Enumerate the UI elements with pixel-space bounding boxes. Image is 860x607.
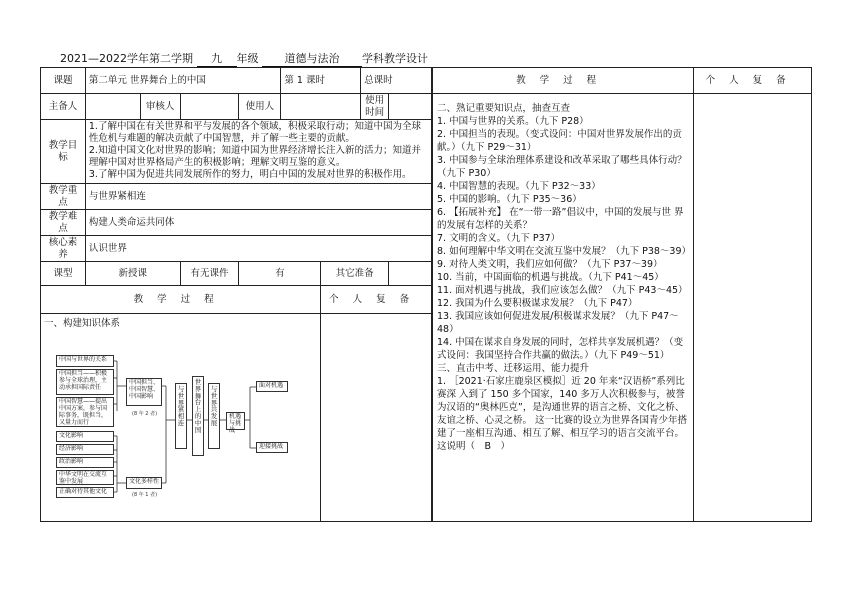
rline: 二、熟记重要知识点，抽查互查	[437, 103, 571, 114]
rline: 7. 文明的含义。（九下 P37）	[437, 233, 561, 244]
goal-1: 1.了解中国在有关世界和平与发展的各个领域，积极采取行动；知道中国为全球性危机与难题的解决贡献了中国智慧，并了解一些主要的贡献。	[88, 121, 421, 144]
map-note: (8 年 2 者)	[132, 411, 158, 417]
map-node: 中国与世界的关系	[56, 355, 114, 367]
map-vnode: 与世界紧相连	[175, 383, 187, 449]
type-value: 新授课	[85, 262, 180, 286]
map-node: 面对机遇	[256, 381, 288, 392]
header-subject: 道德与法治	[262, 50, 362, 67]
rline: 11. 面对机遇与挑战，我们应该怎么做？（九下 P43～45）	[437, 285, 688, 296]
rline: 1. ［2021·石家庄鹿泉区模拟］近 20 年来“汉语桥”系列比赛深 入到了 150 多个国家，140 多万人次积极参与，被誉为汉语的“奥林匹克”，是沟通世界的语言之桥、文化之桥、友谊之桥、心灵之桥。 这一比赛的设立为世界各国青少年搭建了一座相互沟通、相互了解、相互学习的语言交流平台。 这说明（ B ）	[437, 376, 688, 452]
header-title-suffix: 学科教学设计	[362, 52, 428, 65]
rline: 1. 中国与世界的关系。（九下 P28）	[437, 116, 589, 127]
process-label-right: 教学过程	[433, 68, 694, 94]
map-node: 文化多样性	[126, 477, 162, 489]
map-node: 文化影响	[56, 431, 114, 442]
key-value: 与世界紧相连	[85, 184, 431, 210]
rline: 三、直击中考、迁移运用、能力提升	[437, 363, 590, 374]
difficult-value: 构建人类命运共同体	[85, 210, 431, 236]
reviewer-label: 审核人	[140, 94, 180, 120]
map-node: 迎接挑战	[256, 442, 288, 453]
period-value: 第 1 课时	[281, 68, 361, 94]
header-year: 2021—2022	[60, 52, 127, 65]
difficult-label: 教学难点	[41, 210, 86, 236]
other-label: 其它准备	[321, 262, 389, 286]
goal-2: 2.知道中国文化对世界的影响；知道中国为世界经济增长注入新的活力；知道并理解中国对世界格局产生的积极影响；理解文明互鉴的意义。	[88, 144, 421, 168]
goal-3: 3.了解中国为促进共同发展所作的努力，明白中国的发展对世界的积极作用。	[88, 168, 412, 180]
rline: 13. 我国应该如何促进发展/积极谋求发展？（九下 P47～48）	[437, 311, 679, 335]
map-node: 中国智慧——提出中国方案，参与国际事务，既担当，又量力而行	[56, 397, 114, 427]
map-node: 正确对待其他文化	[56, 487, 114, 498]
preparer-label: 主备人	[41, 94, 86, 120]
rline: 2. 中国担当的表现。（变式设问：中国对世界发展作出的贡献。）（九下 P29～31）	[437, 129, 682, 153]
rline: 12. 我国为什么要积极谋求发展？（九下 P47）	[437, 298, 638, 309]
rline: 5. 中国的影响。（九下 P35～36）	[437, 194, 582, 205]
map-node: 中华文明在交流互鉴中发展	[56, 470, 114, 485]
rline: 6. 【拓展补充】 在“一带一路”倡议中，中国的发展与世 界的发展有怎样的关系？	[437, 207, 684, 231]
header-semester: 学年第二学期	[127, 52, 193, 65]
review-label-left: 个人复备	[321, 286, 432, 314]
map-node: 政治影响	[56, 457, 114, 468]
section1-title: 一、构建知识体系	[44, 318, 121, 329]
map-node: 经济影响	[56, 444, 114, 455]
topic-value: 第二单元 世界舞台上的中国	[85, 68, 280, 94]
total-label: 总课时	[361, 68, 432, 94]
courseware-value: 有	[239, 262, 321, 286]
use-time-label: 使用时间	[361, 94, 389, 120]
key-label: 教学重点	[41, 184, 86, 210]
header-grade: 九	[197, 50, 237, 67]
map-vnode: 世界舞台上的中国	[192, 376, 204, 456]
rline: 3. 中国参与全球治理体系建设和改革采取了哪些具体行动？（九下 P30）	[437, 155, 687, 179]
rline: 14. 中国在谋求自身发展的同时，怎样共享发展机遇？（变式设问：我国坚持合作共赢的做法。）（九下 P49～51）	[437, 337, 684, 361]
type-label: 课型	[41, 262, 86, 286]
literacy-label: 核心素养	[41, 236, 86, 262]
map-node: 中国担当、中国智慧、中国影响	[126, 378, 162, 406]
rline: 8. 如何理解中华文明在交流互鉴中发展？（九下 P38～39）	[437, 246, 692, 257]
map-node: 机遇与挑战	[226, 412, 245, 430]
map-node: 中国担当——积极参与全球治理，主动承担国际责任	[56, 369, 114, 395]
courseware-label: 有无课件	[180, 262, 239, 286]
topic-label: 课题	[41, 68, 86, 94]
rline: 4. 中国智慧的表现。（九下 P32～33）	[437, 181, 601, 192]
rline: 10. 当前，中国面临的机遇与挑战。（九下 P41～45）	[437, 272, 664, 283]
goals-label: 教学目标	[41, 120, 86, 184]
user-label: 使用人	[239, 94, 281, 120]
map-note: (8 年 1 者)	[132, 492, 158, 498]
literacy-value: 认识世界	[85, 236, 431, 262]
process-label-left: 教学过程	[41, 286, 321, 314]
review-label-right: 个人复备	[694, 68, 812, 94]
rline: 9. 对待人类文明，我们应如何做？（九下 P37～39）	[437, 259, 663, 270]
map-vnode: 与世界共发展	[208, 383, 220, 449]
header-grade-suffix: 年级	[236, 52, 259, 65]
